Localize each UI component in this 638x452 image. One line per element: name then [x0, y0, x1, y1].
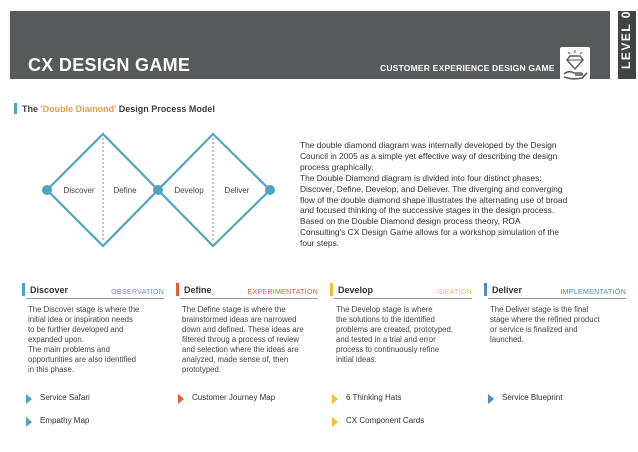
arrow-right-icon [488, 394, 494, 404]
level-tab [618, 11, 636, 79]
arrow-right-icon [26, 394, 32, 404]
phase-description-line: The main problems and [28, 345, 110, 354]
tool-label: Empathy Map [40, 416, 90, 425]
phase-header-discover [26, 283, 164, 299]
diagram-label-define: Define [113, 186, 137, 195]
diagram-label-deliver: Deliver [224, 186, 250, 195]
section-heading-highlight: 'Double Diamond' [40, 104, 117, 114]
phase-description-line: The Discover stage is where the [28, 305, 140, 314]
description-line: The double diamond diagram was internally developed by the Design [300, 140, 557, 150]
phase-description-line: down and defined. These ideas are [182, 325, 304, 334]
description-line: four steps. [300, 238, 340, 249]
phase-description-line: The Define stage is where the [182, 305, 286, 314]
description-text [300, 140, 606, 249]
phase-description-line: initial idea or inspiration needs [28, 315, 133, 324]
description-line: Based on the Double Diamond design process theory, ROA [300, 216, 521, 227]
tool-label: CX Component Cards [346, 416, 425, 425]
tool-label: Customer Journey Map [192, 393, 276, 402]
description-line: Consulting's CX Design Game allows for a workshop simulation of the [300, 227, 560, 238]
phase-description-line: or service is finalized and [490, 325, 578, 334]
double-diamond-diagram [25, 128, 285, 252]
phase-accent-bar [484, 283, 487, 296]
phase-tag: IMPLEMENTATION [560, 287, 626, 296]
section-heading-suffix: Design Process Model [116, 104, 215, 114]
description-line: Discover, Define, Develop, and Deliever. The diverging and converging [300, 183, 563, 194]
phase-name: Discover [30, 285, 69, 295]
phase-header-develop [334, 283, 472, 299]
section-heading-prefix: The [22, 104, 41, 114]
phase-description-line: opportunities are also identified [28, 355, 136, 364]
section-heading [22, 104, 215, 114]
phase-description-line: analyzed, made sense of, then [182, 355, 289, 364]
phase-description-line: brainstormed ideas are narrowed [182, 315, 297, 324]
phase-description-line: The Deliver stage is the final [490, 305, 589, 314]
arrow-right-icon [178, 394, 184, 404]
phase-description-line: and tested in a trial and error [336, 335, 436, 344]
logo-box [560, 47, 590, 83]
tool-label: Service Blueprint [502, 393, 563, 402]
node-middle [153, 185, 163, 195]
phase-description-line: The Develop stage is where [336, 305, 433, 314]
description-line: process graphically. [300, 161, 374, 172]
description-line: The Double Diamond diagram is divided into four distinct phases: [300, 172, 542, 183]
phase-description-line: filtered throug a process of review [182, 335, 300, 344]
tool-label: Service Safari [40, 393, 90, 402]
phase-tag: IDEATION [436, 287, 472, 296]
phase-accent-bar [22, 283, 25, 296]
hand-diamond-icon [560, 47, 590, 83]
arrow-right-icon [26, 417, 32, 427]
phase-description-line: in this phase. [28, 365, 74, 374]
section-accent-bar [14, 103, 17, 114]
node-end [265, 185, 275, 195]
level-label: LEVEL 0 [619, 10, 633, 69]
phase-header-deliver [488, 283, 626, 299]
phase-tag: EXPERIMENTATION [247, 287, 318, 296]
page-subtitle: CUSTOMER EXPERIENCE DESIGN GAME [380, 63, 555, 73]
description-line: Council in 2005 as a simple yet effective way of describing the design [300, 150, 558, 161]
description-line: and focused thinking of the successive stages in the design process. [300, 205, 555, 216]
phase-description-deliver [490, 305, 618, 345]
phase-description-line: initial ideas. [336, 355, 377, 364]
phase-accent-bar [330, 283, 333, 296]
diagram-label-discover: Discover [63, 186, 95, 195]
node-start [42, 185, 52, 195]
phase-tag: OBSERVATION [111, 287, 164, 296]
arrow-right-icon [332, 394, 338, 404]
header-banner [10, 11, 610, 79]
page-title: CX DESIGN GAME [28, 55, 191, 75]
phase-description-line: expanded upon. [28, 335, 84, 344]
description-line: flow of the double diamond shape illustrates the alternating use of broad [300, 194, 568, 205]
phase-description-line: to be further developed and [28, 325, 124, 334]
arrow-right-icon [332, 417, 338, 427]
phase-description-line: launched. [490, 335, 524, 344]
phase-name: Define [184, 285, 212, 295]
phase-description-define [182, 305, 310, 375]
phase-name: Deliver [492, 285, 523, 295]
phase-description-line: prototyped. [182, 365, 222, 374]
phase-description-line: and selection where the ideas are [182, 345, 299, 354]
phase-header-define [180, 283, 318, 299]
phase-description-line: process to continuously refine [336, 345, 440, 354]
phase-description-develop [336, 305, 464, 365]
phase-description-discover [28, 305, 156, 375]
phase-name: Develop [338, 285, 374, 295]
diagram-label-develop: Develop [174, 186, 204, 195]
phase-accent-bar [176, 283, 179, 296]
phase-description-line: stage where the refined product [490, 315, 600, 324]
tool-label: 6 Thinking Hats [346, 393, 402, 402]
phase-description-line: problems are created, prototyped, [336, 325, 454, 334]
phase-description-line: the solutions to the identified [336, 315, 435, 324]
